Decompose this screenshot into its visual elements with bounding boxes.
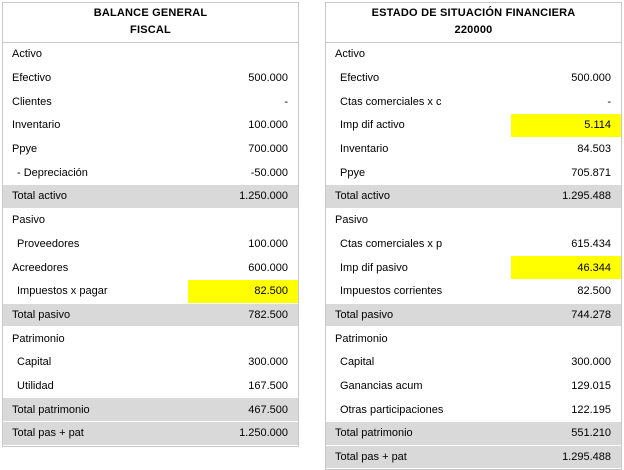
section-row (326, 327, 621, 351)
row-label: - Depreciación (17, 166, 88, 179)
row-label: Total pas + pat (335, 451, 407, 464)
table-title: ESTADO DE SITUACIÓN FINANCIERA (371, 7, 576, 19)
table-row (326, 114, 621, 138)
total-row (326, 185, 621, 209)
row-label: Total pas + pat (12, 427, 84, 440)
total-row (326, 446, 621, 470)
table-row (326, 280, 621, 304)
row-value: 467.500 (248, 403, 288, 416)
total-row (3, 398, 298, 422)
row-label: Ppye (12, 143, 38, 156)
section-row (3, 327, 298, 351)
row-value: 551.210 (571, 427, 611, 440)
row-label: Impuestos corrientes (340, 285, 443, 298)
row-value: 100.000 (248, 119, 288, 132)
table-row (326, 398, 621, 422)
table-row (3, 138, 298, 162)
row-label: Total pasivo (335, 308, 394, 321)
section-row (3, 209, 298, 233)
row-value: - (284, 95, 288, 108)
row-label: Ctas comerciales x p (340, 237, 443, 250)
row-value: 1.250.000 (239, 427, 288, 440)
table-row (3, 161, 298, 185)
row-value: 500.000 (571, 72, 611, 85)
row-label: Imp dif pasivo (340, 261, 408, 274)
table-row (326, 233, 621, 257)
row-value: 615.434 (571, 237, 611, 250)
row-label: Proveedores (17, 237, 80, 250)
total-row (326, 304, 621, 328)
table-row (3, 233, 298, 257)
row-label: Total patrimonio (12, 403, 90, 416)
total-row (3, 422, 298, 446)
row-value: 1.295.488 (562, 451, 611, 464)
row-label: Total pasivo (12, 308, 71, 321)
row-label: Ganancias acum (340, 379, 423, 392)
row-value: 122.195 (571, 403, 611, 416)
row-label: Otras participaciones (340, 403, 444, 416)
row-value: - (607, 95, 611, 108)
table-row (326, 90, 621, 114)
estado-situacion-financiera-table (325, 2, 622, 470)
row-value: 1.295.488 (562, 190, 611, 203)
row-label: Pasivo (12, 214, 46, 227)
row-value-highlighted: 82.500 (188, 280, 298, 303)
total-row (326, 422, 621, 446)
row-value-highlighted: 5.114 (511, 114, 621, 137)
row-value: 82.500 (577, 285, 611, 298)
row-label: Total activo (335, 190, 391, 203)
table-header (3, 3, 298, 43)
row-value: 300.000 (248, 356, 288, 369)
table-subtitle: 220000 (454, 24, 493, 36)
row-value: 782.500 (248, 308, 288, 321)
table-row (3, 351, 298, 375)
row-label: Capital (340, 356, 375, 369)
table-row (326, 351, 621, 375)
row-label: Inventario (12, 119, 61, 132)
table-row (326, 256, 621, 280)
row-label: Ctas comerciales x c (340, 95, 442, 108)
total-row (3, 304, 298, 328)
table-rows (326, 43, 621, 469)
row-value: -50.000 (250, 166, 288, 179)
table-row (3, 114, 298, 138)
table-row (326, 375, 621, 399)
row-label: Efectivo (12, 72, 52, 85)
row-value: 167.500 (248, 379, 288, 392)
row-value: 705.871 (571, 166, 611, 179)
table-row (3, 375, 298, 399)
table-subtitle: FISCAL (130, 24, 171, 36)
row-label: Clientes (12, 95, 52, 108)
table-row (326, 67, 621, 91)
row-value: 1.250.000 (239, 190, 288, 203)
row-value: 700.000 (248, 143, 288, 156)
row-value: 129.015 (571, 379, 611, 392)
row-value: 744.278 (571, 308, 611, 321)
table-title: BALANCE GENERAL (93, 7, 208, 19)
table-row (3, 67, 298, 91)
row-value: 100.000 (248, 237, 288, 250)
balance-general-fiscal-table (2, 2, 299, 447)
row-label: Activo (12, 48, 42, 61)
row-label: Capital (17, 356, 52, 369)
row-label: Utilidad (17, 379, 54, 392)
table-row (3, 90, 298, 114)
row-label: Imp dif activo (340, 119, 405, 132)
table-row (3, 280, 298, 304)
table-row (326, 161, 621, 185)
section-row (326, 43, 621, 67)
row-label: Acreedores (12, 261, 69, 274)
table-header (326, 3, 621, 43)
row-label: Efectivo (340, 72, 380, 85)
total-row (3, 185, 298, 209)
table-row (3, 256, 298, 280)
row-value: 600.000 (248, 261, 288, 274)
row-label: Total activo (12, 190, 68, 203)
row-label: Activo (335, 48, 365, 61)
table-row (326, 138, 621, 162)
row-label: Patrimonio (12, 332, 65, 345)
table-rows (3, 43, 298, 446)
row-label: Ppye (340, 166, 366, 179)
row-label: Impuestos x pagar (17, 285, 108, 298)
row-label: Patrimonio (335, 332, 388, 345)
section-row (326, 209, 621, 233)
row-label: Inventario (340, 143, 389, 156)
section-row (3, 43, 298, 67)
row-value: 500.000 (248, 72, 288, 85)
row-value: 84.503 (577, 143, 611, 156)
row-value: 300.000 (571, 356, 611, 369)
row-label: Total patrimonio (335, 427, 413, 440)
row-label: Pasivo (335, 214, 369, 227)
row-value-highlighted: 46.344 (511, 256, 621, 279)
